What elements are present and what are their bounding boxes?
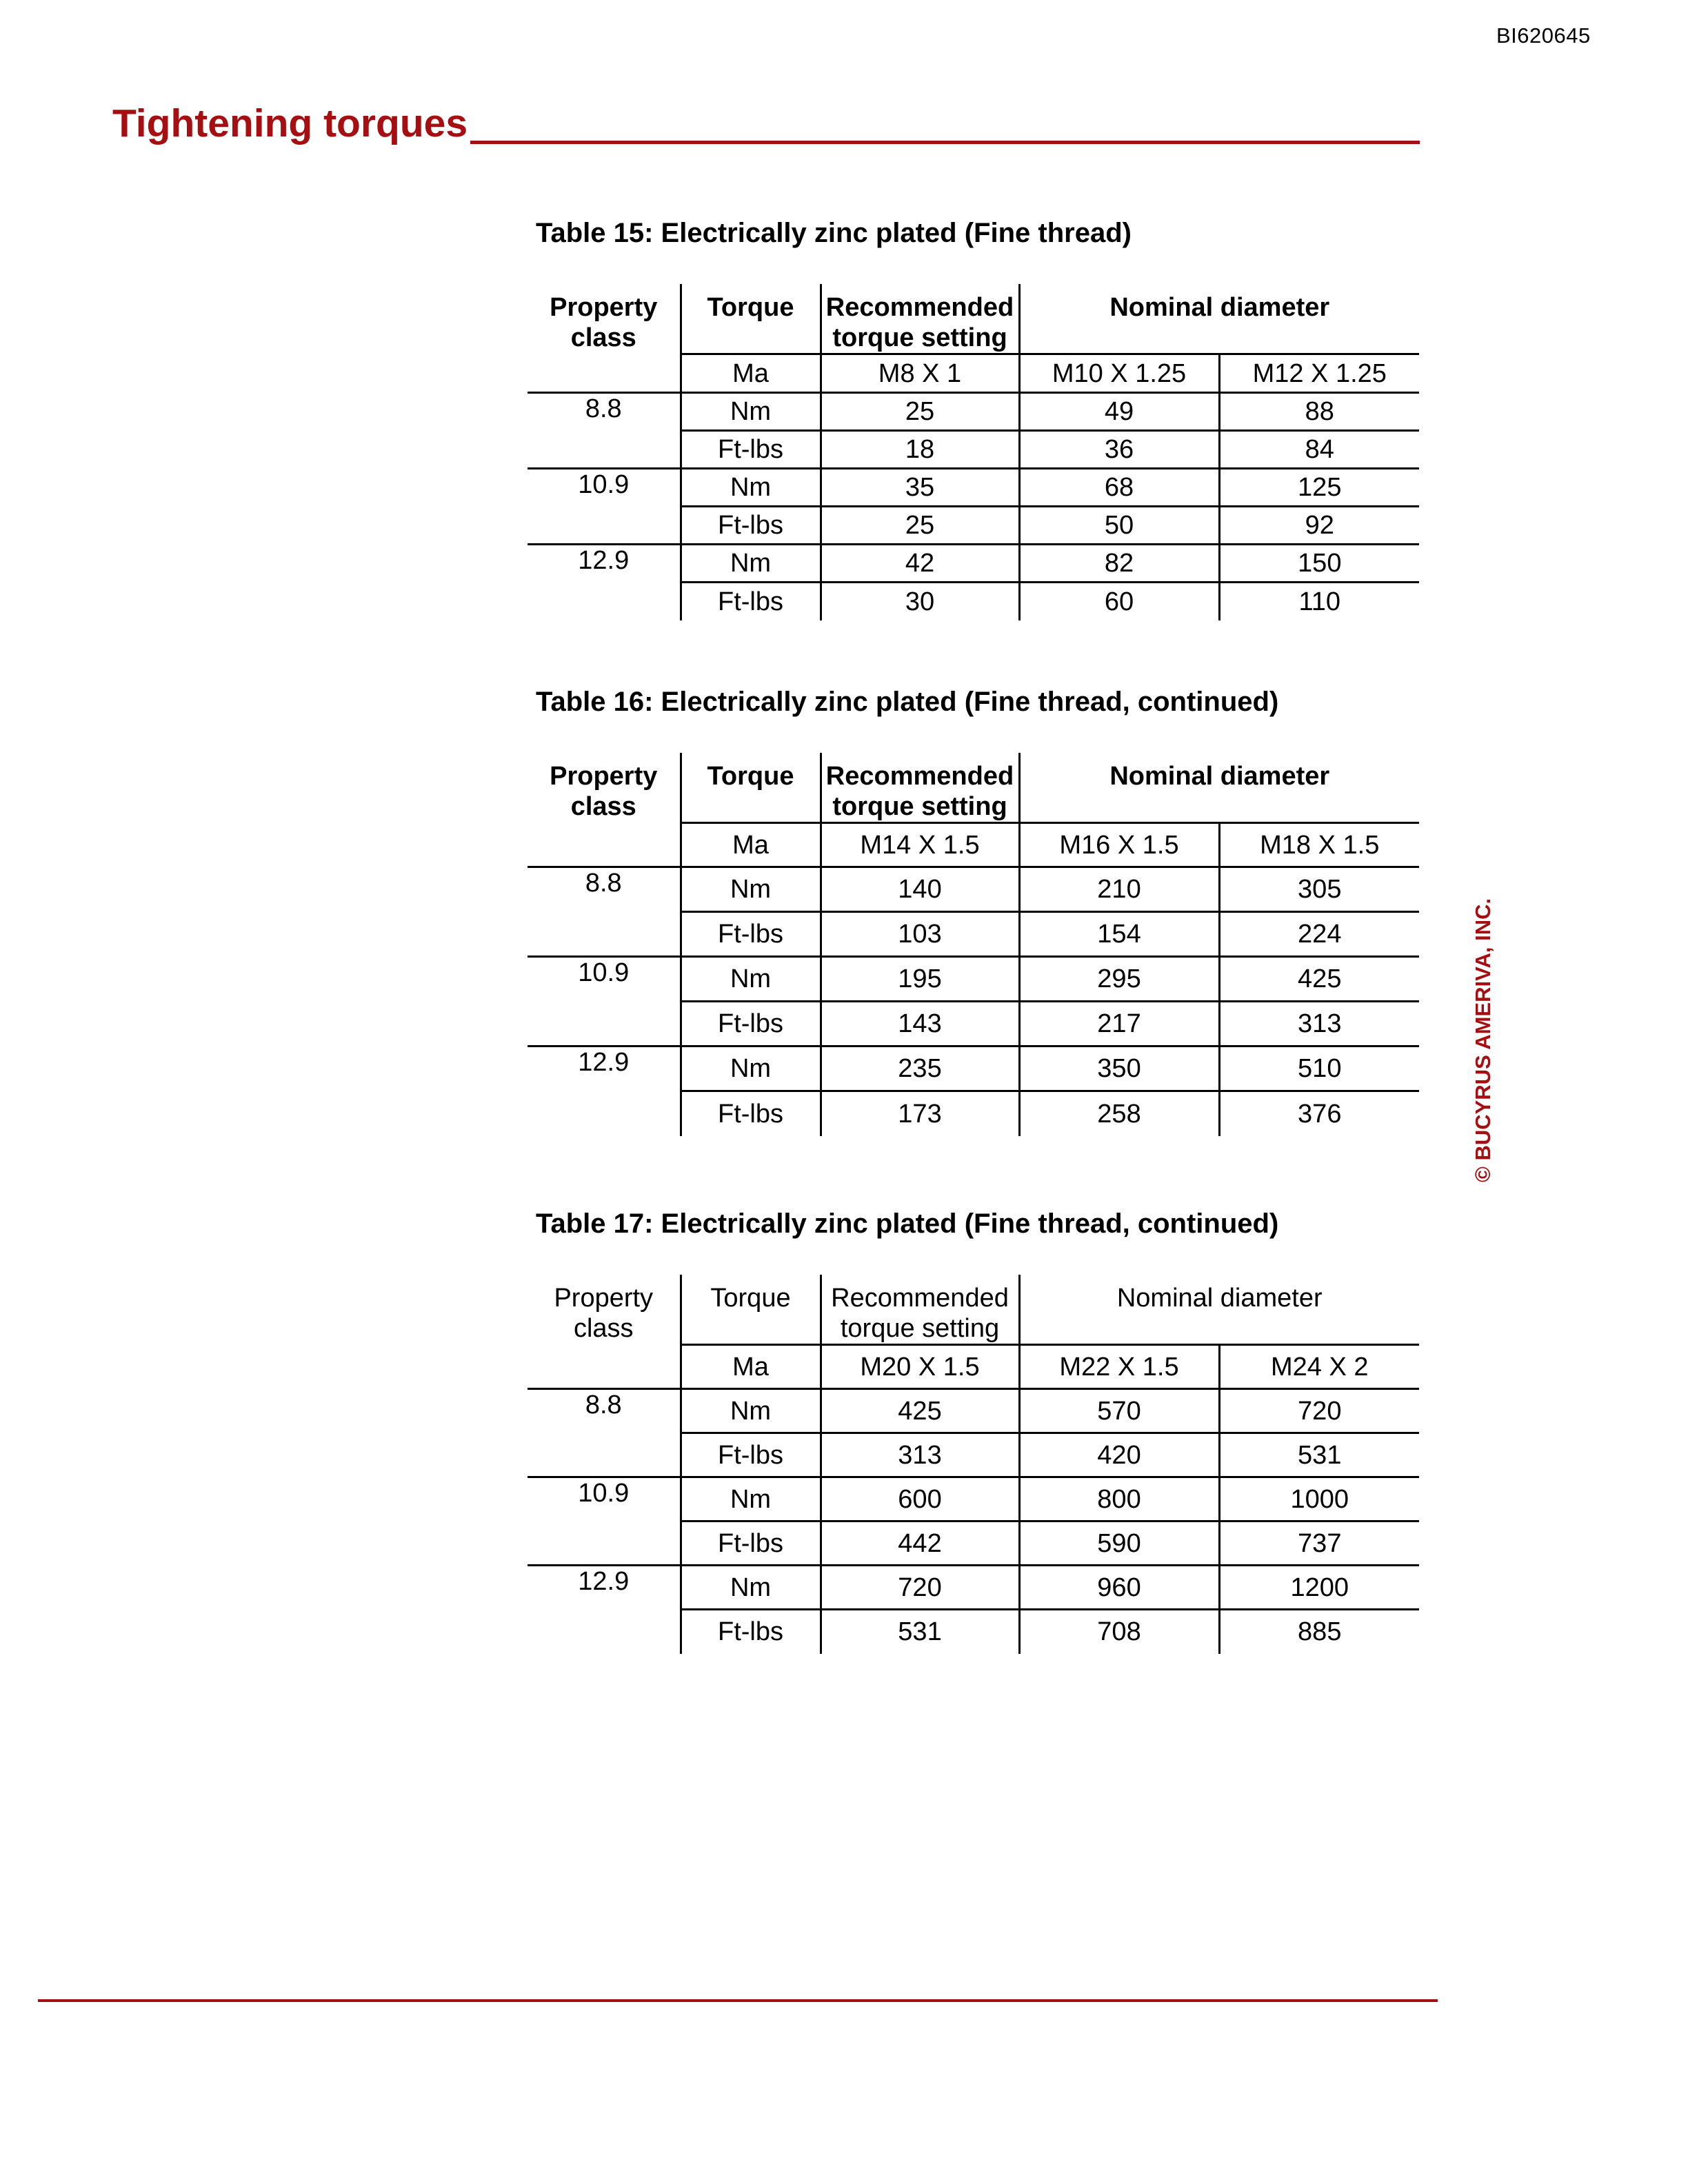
nm-value: 195 — [821, 957, 1019, 1002]
nm-value: 235 — [821, 1046, 1019, 1091]
unit-nm: Nm — [681, 1477, 821, 1521]
nm-value: 1000 — [1219, 1477, 1419, 1521]
header-nominal-diameter: Nominal diameter — [1019, 1275, 1419, 1345]
ftlbs-value: 224 — [1219, 912, 1419, 957]
unit-ftlbs: Ft-lbs — [681, 1002, 821, 1046]
header-diameter: M18 X 1.5 — [1219, 823, 1419, 867]
torque-table — [528, 1275, 1419, 1654]
unit-nm: Nm — [681, 545, 821, 583]
unit-nm: Nm — [681, 957, 821, 1002]
header-torque: Torque — [681, 753, 821, 823]
header-nominal-diameter: Nominal diameter — [1019, 753, 1419, 823]
nm-value: 425 — [821, 1389, 1019, 1433]
ftlbs-value: 50 — [1019, 507, 1219, 545]
section-title: Tightening torques — [112, 101, 468, 145]
header-nominal-diameter: Nominal diameter — [1019, 284, 1419, 354]
header-line: torque setting — [832, 323, 1007, 352]
unit-nm: Nm — [681, 1046, 821, 1091]
nm-value: 305 — [1219, 867, 1419, 912]
header-line: class — [573, 1314, 634, 1343]
title-rule — [470, 141, 1420, 144]
property-class-value: 12.9 — [578, 1048, 630, 1077]
ftlbs-value: 531 — [1219, 1433, 1419, 1477]
header-ma: Ma — [681, 354, 821, 393]
nm-value: 350 — [1019, 1046, 1219, 1091]
property-class-value: 10.9 — [528, 957, 681, 1046]
nm-value: 35 — [821, 469, 1019, 507]
header-ma: Ma — [681, 823, 821, 867]
header-line: Recommended — [831, 1284, 1009, 1313]
nm-value: 210 — [1019, 867, 1219, 912]
property-class-value: 10.9 — [528, 469, 681, 545]
ftlbs-value: 258 — [1019, 1091, 1219, 1136]
header-diameter: M8 X 1 — [821, 354, 1019, 393]
document-id: BI620645 — [1496, 23, 1591, 48]
table-caption: Table 16: Electrically zinc plated (Fine thread, continued) — [536, 687, 1279, 717]
nm-value: 1200 — [1219, 1566, 1419, 1610]
unit-ftlbs: Ft-lbs — [681, 583, 821, 620]
header-line: torque setting — [840, 1314, 1000, 1343]
nm-value: 88 — [1219, 393, 1419, 431]
nm-value: 82 — [1019, 545, 1219, 583]
header-torque: Torque — [681, 1275, 821, 1345]
nm-value: 68 — [1019, 469, 1219, 507]
ftlbs-value: 36 — [1019, 431, 1219, 469]
unit-ftlbs: Ft-lbs — [681, 1610, 821, 1654]
nm-value: 510 — [1219, 1046, 1419, 1091]
header-property-class — [528, 1275, 681, 1389]
header-diameter: M14 X 1.5 — [821, 823, 1019, 867]
ftlbs-value: 442 — [821, 1521, 1019, 1566]
header-diameter: M12 X 1.25 — [1219, 354, 1419, 393]
header-torque: Torque — [681, 284, 821, 354]
table-caption: Table 17: Electrically zinc plated (Fine thread, continued) — [536, 1209, 1279, 1239]
nm-value: 25 — [821, 393, 1019, 431]
header-property-class — [528, 284, 681, 393]
property-class-value: 12.9 — [578, 546, 630, 575]
header-diameter: M24 X 2 — [1219, 1345, 1419, 1389]
copyright-notice: © BUCYRUS AMERIVA, INC. — [1471, 898, 1495, 1182]
property-class-value: 10.9 — [528, 1477, 681, 1566]
ftlbs-value: 217 — [1019, 1002, 1219, 1046]
footer-rule — [38, 1999, 1438, 2002]
header-property-class — [528, 753, 681, 867]
ftlbs-value: 110 — [1219, 583, 1419, 620]
nm-value: 425 — [1219, 957, 1419, 1002]
header-line: class — [570, 323, 636, 352]
ftlbs-value: 313 — [1219, 1002, 1419, 1046]
ftlbs-value: 30 — [821, 583, 1019, 620]
header-line: torque setting — [832, 792, 1007, 821]
header-diameter: M22 X 1.5 — [1019, 1345, 1219, 1389]
header-diameter: M20 X 1.5 — [821, 1345, 1019, 1389]
header-line: Property — [554, 1284, 654, 1313]
header-recommended — [821, 1275, 1019, 1345]
header-line: Recommended — [825, 762, 1014, 791]
nm-value: 150 — [1219, 545, 1419, 583]
unit-ftlbs: Ft-lbs — [681, 431, 821, 469]
ftlbs-value: 885 — [1219, 1610, 1419, 1654]
property-class-value: 8.8 — [528, 867, 681, 957]
header-line: Property — [550, 293, 658, 322]
header-line: Recommended — [825, 293, 1014, 322]
unit-nm: Nm — [681, 1566, 821, 1610]
nm-value: 570 — [1019, 1389, 1219, 1433]
ftlbs-value: 313 — [821, 1433, 1019, 1477]
ftlbs-value: 420 — [1019, 1433, 1219, 1477]
unit-nm: Nm — [681, 867, 821, 912]
unit-nm: Nm — [681, 393, 821, 431]
ftlbs-value: 531 — [821, 1610, 1019, 1654]
nm-value: 125 — [1219, 469, 1419, 507]
nm-value: 960 — [1019, 1566, 1219, 1610]
ftlbs-value: 173 — [821, 1091, 1019, 1136]
header-diameter: M10 X 1.25 — [1019, 354, 1219, 393]
ftlbs-value: 92 — [1219, 507, 1419, 545]
nm-value: 720 — [821, 1566, 1019, 1610]
nm-value: 295 — [1019, 957, 1219, 1002]
header-recommended — [821, 753, 1019, 823]
torque-table — [528, 753, 1419, 1136]
nm-value: 600 — [821, 1477, 1019, 1521]
ftlbs-value: 60 — [1019, 583, 1219, 620]
nm-value: 720 — [1219, 1389, 1419, 1433]
unit-nm: Nm — [681, 469, 821, 507]
ftlbs-value: 708 — [1019, 1610, 1219, 1654]
nm-value: 140 — [821, 867, 1019, 912]
torque-table — [528, 284, 1419, 620]
ftlbs-value: 154 — [1019, 912, 1219, 957]
table-caption: Table 15: Electrically zinc plated (Fine thread) — [536, 218, 1132, 248]
ftlbs-value: 18 — [821, 431, 1019, 469]
ftlbs-value: 143 — [821, 1002, 1019, 1046]
header-ma: Ma — [681, 1345, 821, 1389]
nm-value: 42 — [821, 545, 1019, 583]
unit-ftlbs: Ft-lbs — [681, 912, 821, 957]
unit-ftlbs: Ft-lbs — [681, 1433, 821, 1477]
ftlbs-value: 737 — [1219, 1521, 1419, 1566]
unit-ftlbs: Ft-lbs — [681, 1521, 821, 1566]
header-diameter: M16 X 1.5 — [1019, 823, 1219, 867]
ftlbs-value: 25 — [821, 507, 1019, 545]
property-class-value: 8.8 — [528, 393, 681, 469]
nm-value: 49 — [1019, 393, 1219, 431]
unit-ftlbs: Ft-lbs — [681, 507, 821, 545]
ftlbs-value: 376 — [1219, 1091, 1419, 1136]
nm-value: 800 — [1019, 1477, 1219, 1521]
unit-nm: Nm — [681, 1389, 821, 1433]
ftlbs-value: 103 — [821, 912, 1019, 957]
header-recommended — [821, 284, 1019, 354]
ftlbs-value: 84 — [1219, 431, 1419, 469]
ftlbs-value: 590 — [1019, 1521, 1219, 1566]
header-line: class — [570, 792, 636, 821]
header-line: Property — [550, 762, 658, 791]
unit-ftlbs: Ft-lbs — [681, 1091, 821, 1136]
property-class-value: 8.8 — [528, 1389, 681, 1477]
property-class-value: 12.9 — [578, 1567, 630, 1596]
